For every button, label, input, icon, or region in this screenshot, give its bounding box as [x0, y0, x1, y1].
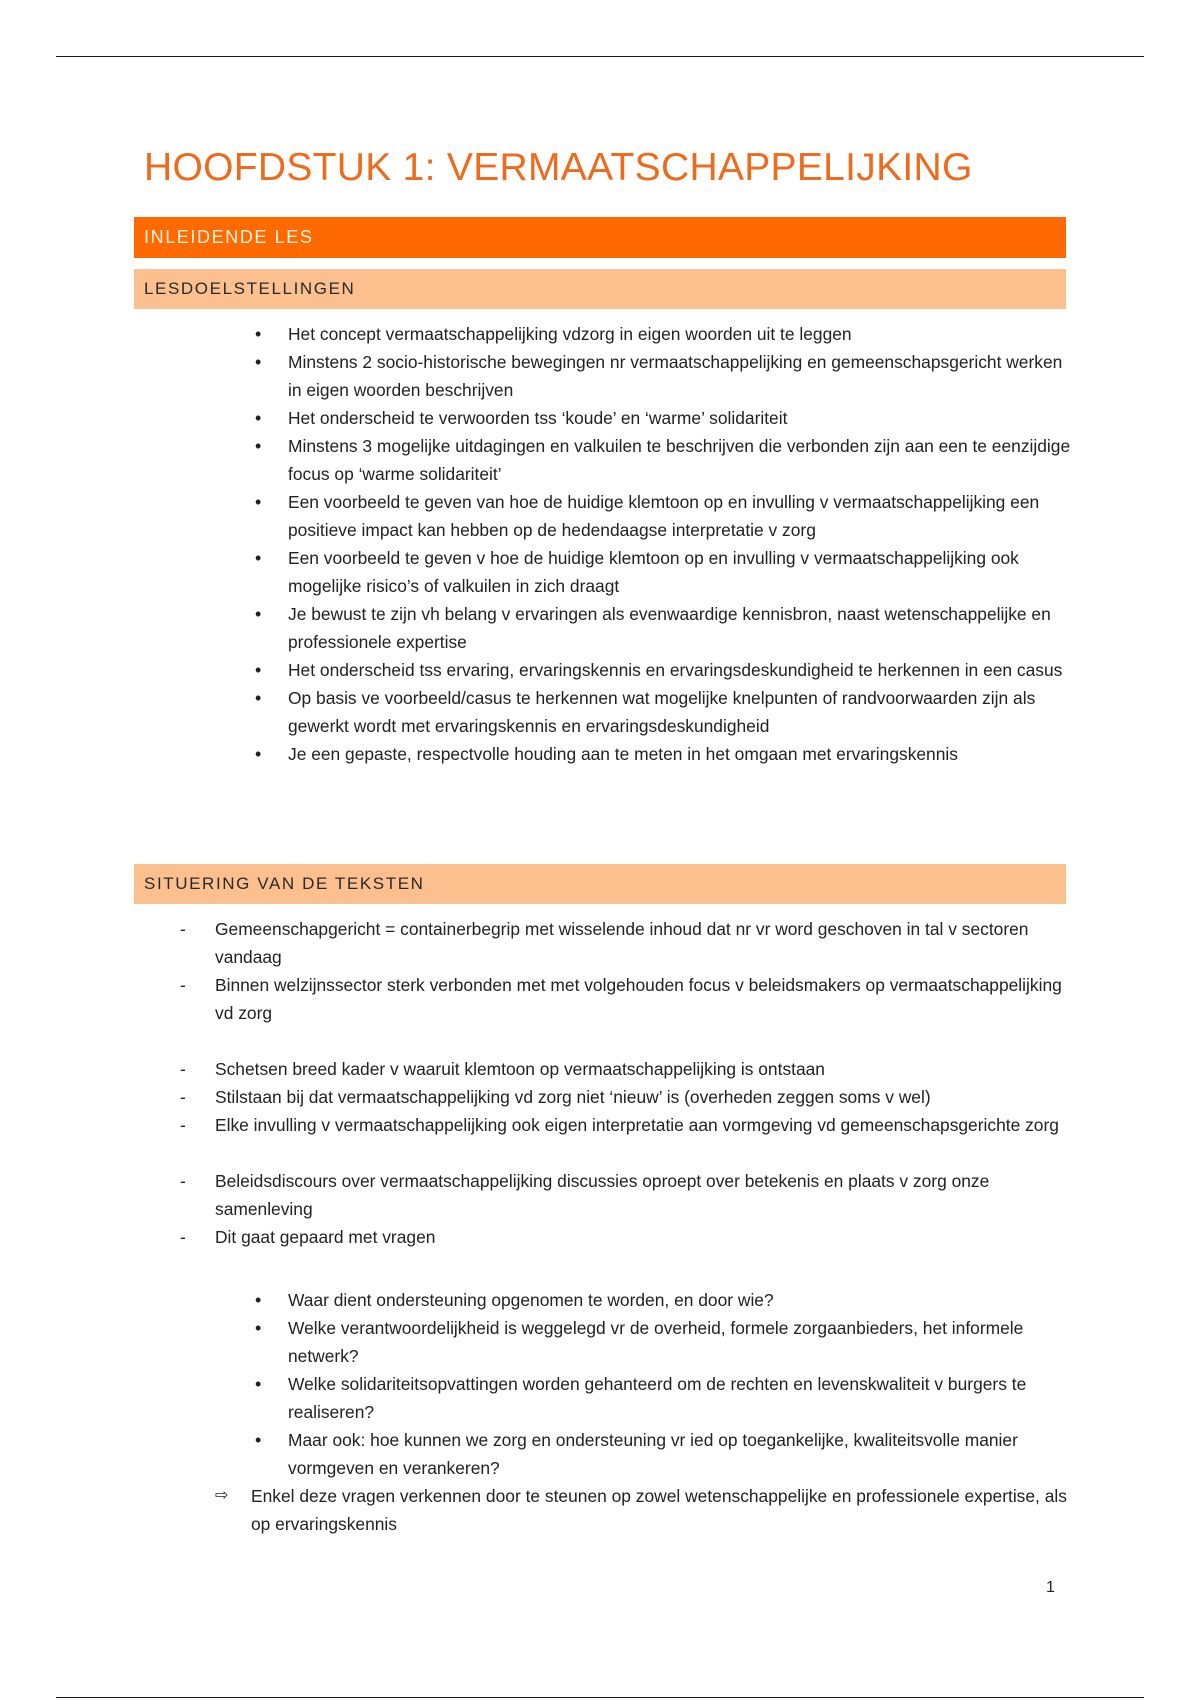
list-item-text: Het onderscheid tss ervaring, ervaringskennis en ervaringsdeskundigheid te herkennen in een casus: [288, 660, 1063, 680]
list-item: [180, 1111, 1065, 1139]
dash-marker: -: [180, 1059, 186, 1079]
list-item-text: Beleidsdiscours over vermaatschappelijking discussies oproept over betekenis en plaats v zorg onze samenleving: [215, 1171, 990, 1219]
list-item: [255, 544, 1078, 600]
list-item: [255, 740, 1078, 768]
list-item-text: Minstens 3 mogelijke uitdagingen en valkuilen te beschrijven die verbonden zijn aan een te eenzijdige focus op ‘warme solidariteit’: [288, 436, 1071, 484]
list-item-text: Schetsen breed kader v waaruit klemtoon op vermaatschappelijking is ontstaan: [215, 1059, 825, 1079]
list-item: [255, 1314, 1078, 1370]
vragen-list: [255, 1286, 1078, 1482]
list-item-text: Welke solidariteitsopvattingen worden gehanteerd om de rechten en levenskwaliteit v burgers te realiseren?: [288, 1374, 1027, 1422]
list-item-text: Welke verantwoordelijkheid is weggelegd vr de overheid, formele zorgaanbieders, het informele netwerk?: [288, 1318, 1024, 1366]
list-item: [255, 488, 1078, 544]
list-item: [180, 1223, 1065, 1251]
page-number: 1: [1046, 1579, 1055, 1596]
bullet-marker: •: [255, 352, 262, 372]
list-item-text: Je een gepaste, respectvolle houding aan te meten in het omgaan met ervaringskennis: [288, 744, 958, 764]
list-item: [255, 404, 1078, 432]
bullet-marker: •: [255, 548, 262, 568]
top-rule: [56, 56, 1144, 57]
list-item: [255, 684, 1078, 740]
list-item-text: Een voorbeeld te geven van hoe de huidige klemtoon op en invulling v vermaatschappelijking een positieve impact kan hebben op de hedendaagse interpretatie v zorg: [288, 492, 1040, 540]
bullet-marker: •: [255, 492, 262, 512]
bullet-marker: •: [255, 744, 262, 764]
section-header-lesdoelstellingen: LESDOELSTELLINGEN: [134, 269, 1066, 309]
bullet-marker: •: [255, 688, 262, 708]
list-item: [180, 971, 1065, 1027]
bullet-marker: •: [255, 436, 262, 456]
list-item-text: Waar dient ondersteuning opgenomen te worden, en door wie?: [288, 1290, 774, 1310]
list-item: [255, 1286, 1078, 1314]
lesdoelstellingen-list: [255, 320, 1078, 768]
page-title: HOOFDSTUK 1: VERMAATSCHAPPELIJKING: [144, 146, 973, 189]
list-item-text: Stilstaan bij dat vermaatschappelijking vd zorg niet ‘nieuw’ is (overheden zeggen soms v wel): [215, 1087, 931, 1107]
conclusion-list: [215, 1482, 1071, 1538]
list-item: [180, 1055, 1065, 1083]
list-item: [215, 1482, 1071, 1538]
conclusion-text: Enkel deze vragen verkennen door te steunen op zowel wetenschappelijke en professionele expertise, als op ervaringskennis: [251, 1486, 1067, 1534]
dash-marker: -: [180, 919, 186, 939]
list-item: [255, 1370, 1078, 1426]
list-item-text: Dit gaat gepaard met vragen: [215, 1227, 436, 1247]
list-item: [255, 656, 1078, 684]
list-item-text: Op basis ve voorbeeld/casus te herkennen wat mogelijke knelpunten of randvoorwaarden zijn als gewerkt wordt met ervaringskennis en ervaringsdeskundigheid: [288, 688, 1036, 736]
list-item-text: Je bewust te zijn vh belang v ervaringen als evenwaardige kennisbron, naast wetenschappelijke en professionele expertise: [288, 604, 1051, 652]
dash-marker: -: [180, 1115, 186, 1135]
dash-marker: -: [180, 1227, 186, 1247]
list-item-text: Maar ook: hoe kunnen we zorg en ondersteuning vr ied op toegankelijke, kwaliteitsvolle manier vormgeven en verankeren?: [288, 1430, 1018, 1478]
list-item-text: Het concept vermaatschappelijking vdzorg in eigen woorden uit te leggen: [288, 324, 852, 344]
bullet-marker: •: [255, 1374, 262, 1394]
bottom-rule: [56, 1697, 1144, 1698]
list-item-text: Gemeenschapgericht = containerbegrip met wisselende inhoud dat nr vr word geschoven in tal v sectoren vandaag: [215, 919, 1029, 967]
list-item-text: Binnen welzijnssector sterk verbonden met met volgehouden focus v beleidsmakers op vermaatschappelijking vd zorg: [215, 975, 1062, 1023]
situering-list: [180, 915, 1065, 1251]
bullet-marker: •: [255, 408, 262, 428]
list-item: [180, 915, 1065, 971]
arrow-right-icon: ⇨: [215, 1487, 229, 1504]
list-item: [180, 1167, 1065, 1223]
list-item-text: Minstens 2 socio-historische bewegingen nr vermaatschappelijking en gemeenschapsgericht werken in eigen woorden beschrijven: [288, 352, 1063, 400]
dash-marker: -: [180, 975, 186, 995]
section-header-inleidende-les: INLEIDENDE LES: [134, 217, 1066, 258]
section-header-situering: SITUERING VAN DE TEKSTEN: [134, 864, 1066, 904]
bullet-marker: •: [255, 324, 262, 344]
bullet-marker: •: [255, 1430, 262, 1450]
bullet-marker: •: [255, 1318, 262, 1338]
list-item: [180, 1083, 1065, 1111]
list-item: [255, 320, 1078, 348]
bullet-marker: •: [255, 660, 262, 680]
list-item: [255, 432, 1078, 488]
list-item-text: Een voorbeeld te geven v hoe de huidige klemtoon op en invulling v vermaatschappelijking ook mogelijke risico’s of valkuilen in zich draagt: [288, 548, 1019, 596]
list-item-text: Het onderscheid te verwoorden tss ‘koude’ en ‘warme’ solidariteit: [288, 408, 788, 428]
list-item: [255, 600, 1078, 656]
dash-marker: -: [180, 1087, 186, 1107]
bullet-marker: •: [255, 604, 262, 624]
dash-marker: -: [180, 1171, 186, 1191]
bullet-marker: •: [255, 1290, 262, 1310]
list-item: [255, 348, 1078, 404]
list-item-text: Elke invulling v vermaatschappelijking ook eigen interpretatie aan vormgeving vd gemeenschapsgerichte zorg: [215, 1115, 1059, 1135]
list-item: [255, 1426, 1078, 1482]
